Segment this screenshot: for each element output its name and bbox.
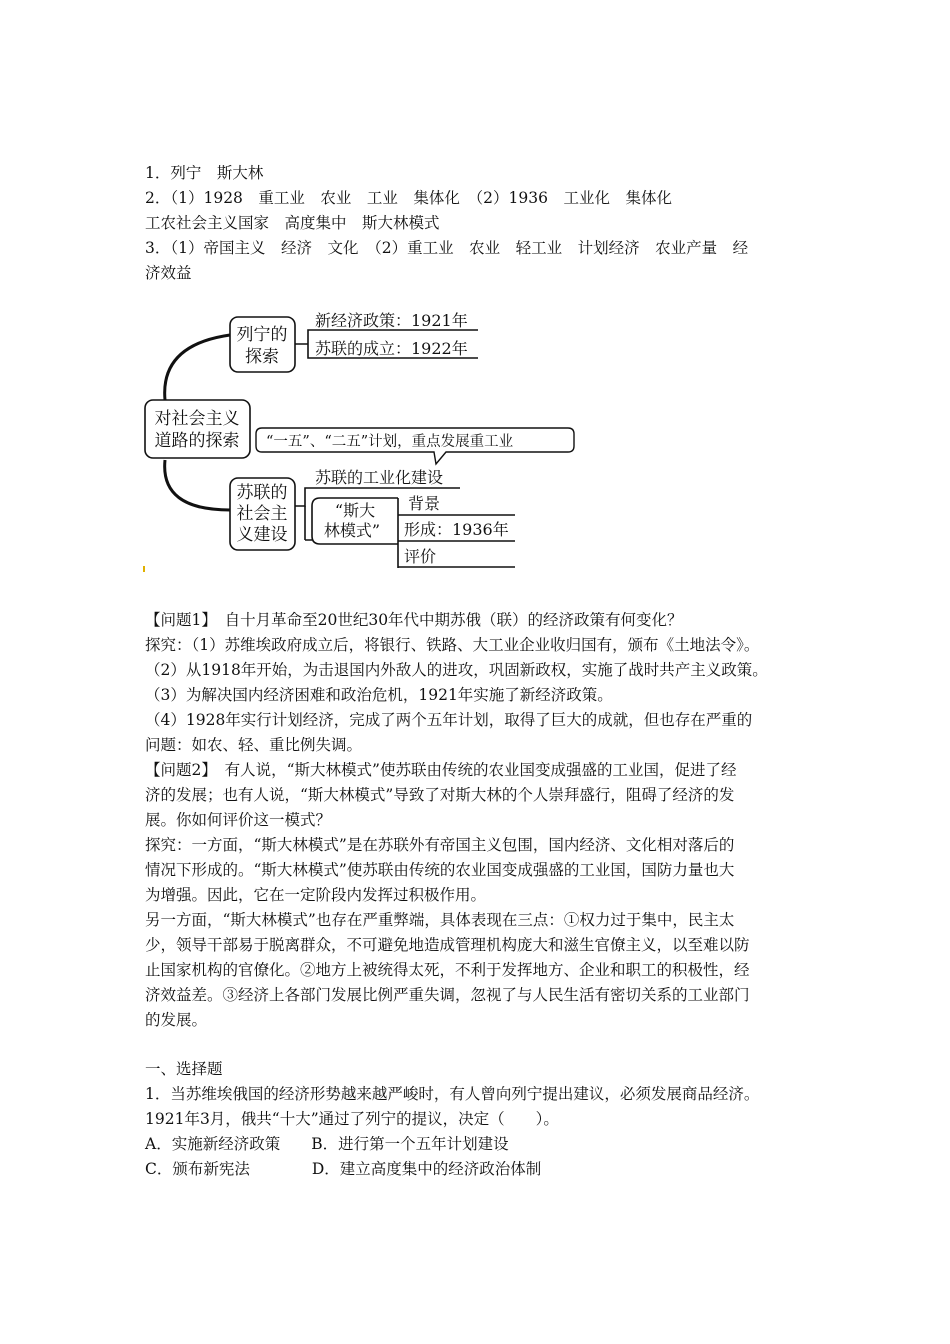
- socialist-label: 义建设: [236, 525, 288, 545]
- answer-line: 1．列宁 斯大林: [145, 164, 264, 182]
- lenin-label: 探索: [245, 347, 279, 367]
- body-line: 另一方面，“斯大林模式”也存在严重弊端，具体表现在三点：①权力过于集中，民主太: [145, 911, 735, 929]
- socialist-label: 苏联的: [236, 483, 288, 503]
- exercise-heading: 一、选择题: [145, 1060, 223, 1078]
- answer-line: 2．（1）1928 重工业 农业 工业 集体化 （2）1936 工业化 集体化: [145, 189, 672, 207]
- industrialization-label: 苏联的工业化建设: [315, 468, 444, 487]
- branch-curve-upper: [165, 335, 230, 400]
- body-line: （3）为解决国内经济困难和政治危机，1921年实施了新经济政策。: [145, 686, 613, 704]
- background-label: 背景: [408, 494, 441, 513]
- stalin-model-label: “斯大: [334, 501, 376, 520]
- model-connector: [305, 506, 312, 540]
- formation-label: 形成：1936年: [404, 520, 509, 539]
- body-line: 止国家机构的官僚化。②地方上被统得太死，不利于发挥地方、企业和职工的积极性，经: [145, 961, 750, 979]
- exercise-question: 1．当苏维埃俄国的经济形势越来越严峻时，有人曾向列宁提出建议，必须发展商品经济。: [145, 1085, 760, 1103]
- evaluation-label: 评价: [404, 547, 437, 566]
- stalin-model-label: 林模式”: [323, 521, 381, 540]
- branch-curve-lower: [165, 460, 230, 510]
- body-line: 的发展。: [145, 1011, 208, 1029]
- body-line: 问题：如农、轻、重比例失调。: [145, 736, 363, 754]
- body-line: （2）从1918年开始，为击退国内外敌人的进攻，巩固新政权，实施了战时共产主义政策。: [145, 661, 768, 679]
- exercise-options: A．实施新经济政策 B．进行第一个五年计划建设: [145, 1135, 509, 1153]
- stray-mark: [143, 566, 145, 572]
- socialist-label: 社会主: [236, 504, 288, 524]
- answer-line: 3．（1）帝国主义 经济 文化 （2）重工业 农业 轻工业 计划经济 农业产量 经: [145, 239, 749, 257]
- exercise-question: 1921年3月，俄共“十大”通过了列宁的提议，决定（ ）。: [145, 1110, 559, 1128]
- answer-line: 工农社会主义国家 高度集中 斯大林模式: [145, 214, 440, 232]
- mind-map-diagram: [140, 300, 580, 570]
- nep-label: 新经济政策：1921年: [315, 311, 468, 330]
- body-line: 情况下形成的。“斯大林模式”使苏联由传统的农业国变成强盛的工业国，国防力量也大: [145, 861, 735, 879]
- body-line: 济的发展；也有人说，“斯大林模式”导致了对斯大林的个人崇拜盛行，阻碍了经济的发: [145, 786, 735, 804]
- lenin-label: 列宁的: [236, 325, 288, 345]
- body-line: 展。你如何评价这一模式？: [145, 811, 332, 829]
- body-line: （4）1928年实行计划经济，完成了两个五年计划，取得了巨大的成就，但也存在严重的: [145, 711, 753, 729]
- body-line: 探究：一方面，“斯大林模式”是在苏联外有帝国主义包围，国内经济、文化相对落后的: [145, 836, 735, 854]
- exercise-options: C．颁布新宪法 D．建立高度集中的经济政治体制: [145, 1160, 542, 1178]
- root-label: 道路的探索: [154, 431, 240, 451]
- plans-label: “一五”、“二五”计划，重点发展重工业: [266, 434, 514, 450]
- ussr-founding-label: 苏联的成立：1922年: [315, 339, 468, 358]
- body-line: 【问题2】 有人说，“斯大林模式”使苏联由传统的农业国变成强盛的工业国，促进了经: [145, 761, 737, 779]
- body-line: 【问题1】 自十月革命至20世纪30年代中期苏俄（联）的经济政策有何变化？: [145, 611, 683, 629]
- answer-line: 济效益: [145, 264, 192, 282]
- body-line: 为增强。因此，它在一定阶段内发挥过积极作用。: [145, 886, 487, 904]
- body-line: 济效益差。③经济上各部门发展比例严重失调，忽视了与人民生活有密切关系的工业部门: [145, 986, 750, 1004]
- root-label: 对社会主义: [154, 409, 240, 429]
- body-line: 探究：（1）苏维埃政府成立后，将银行、铁路、大工业企业收归国有，颁布《土地法令》。: [145, 636, 760, 654]
- body-line: 少，领导干部易于脱离群众，不可避免地造成管理机构庞大和滋生官僚主义，以至难以防: [145, 936, 750, 954]
